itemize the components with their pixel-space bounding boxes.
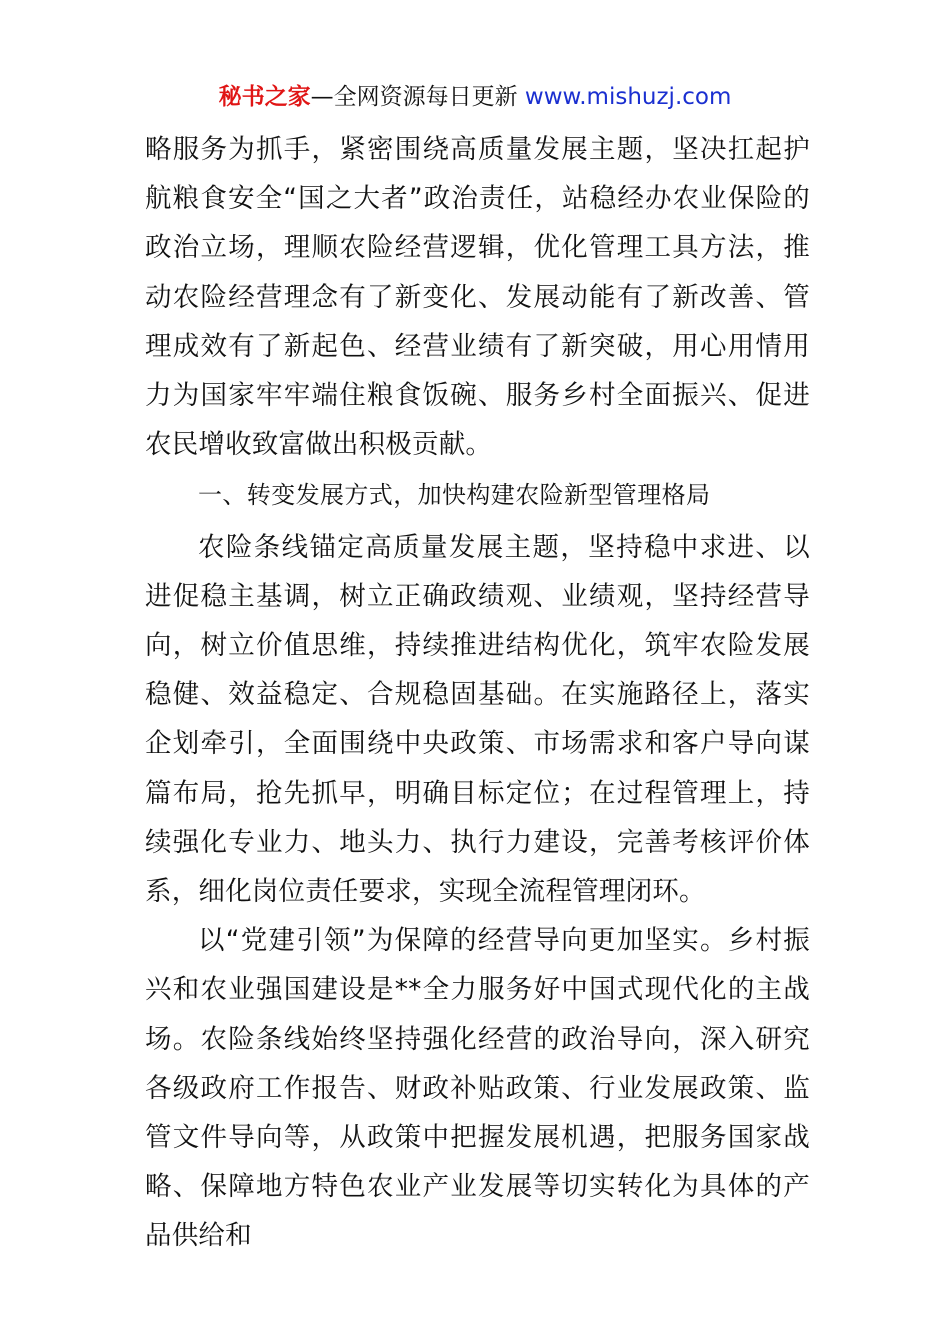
- brand-name: 秘书之家: [218, 84, 311, 110]
- site-url-link[interactable]: www.mishuzj.com: [524, 84, 732, 110]
- document-body: [145, 125, 810, 1261]
- paragraph-continuation: 略服务为抓手，紧密围绕高质量发展主题，坚决扛起护航粮食安全“国之大者”政治责任，站稳经办农业保险的政治立场，理顺农险经营逻辑，优化管理工具方法，推动农险经营理念有了新变化、发展动能有了新改善、管理成效有了新起色、经营业绩有了新突破，用心用情用力为国家牢牢端住粮食饭碗、服务乡村全面振兴、促进农民增收致富做出积极贡献。: [145, 134, 810, 461]
- header-tagline: —全网资源每日更新: [310, 84, 518, 110]
- paragraph: 农险条线锚定高质量发展主题，坚持稳中求进、以进促稳主基调，树立正确政绩观、业绩观，坚持经营导向，树立价值思维，持续推进结构优化，筑牢农险发展稳健、效益稳定、合规稳固基础。在实施路径上，落实企划牵引，全面围绕中央政策、市场需求和客户导向谋篇布局，抢先抓早，明确目标定位；在过程管理上，持续强化专业力、地头力、执行力建设，完善考核评价体系，细化岗位责任要求，实现全流程管理闭环。: [145, 531, 810, 908]
- paragraph: 以“党建引领”为保障的经营导向更加坚实。乡村振兴和农业强国建设是**全力服务好中国式现代化的主战场。农险条线始终坚持强化经营的政治导向，深入研究各级政府工作报告、财政补贴政策、行业发展政策、监管文件导向等，从政策中把握发展机遇，把服务国家战略、保障地方特色农业产业发展等切实转化为具体的产品供给和: [145, 925, 810, 1252]
- section-heading: 一、转变发展方式，加快构建农险新型管理格局: [198, 481, 711, 510]
- page-header: [0, 80, 950, 114]
